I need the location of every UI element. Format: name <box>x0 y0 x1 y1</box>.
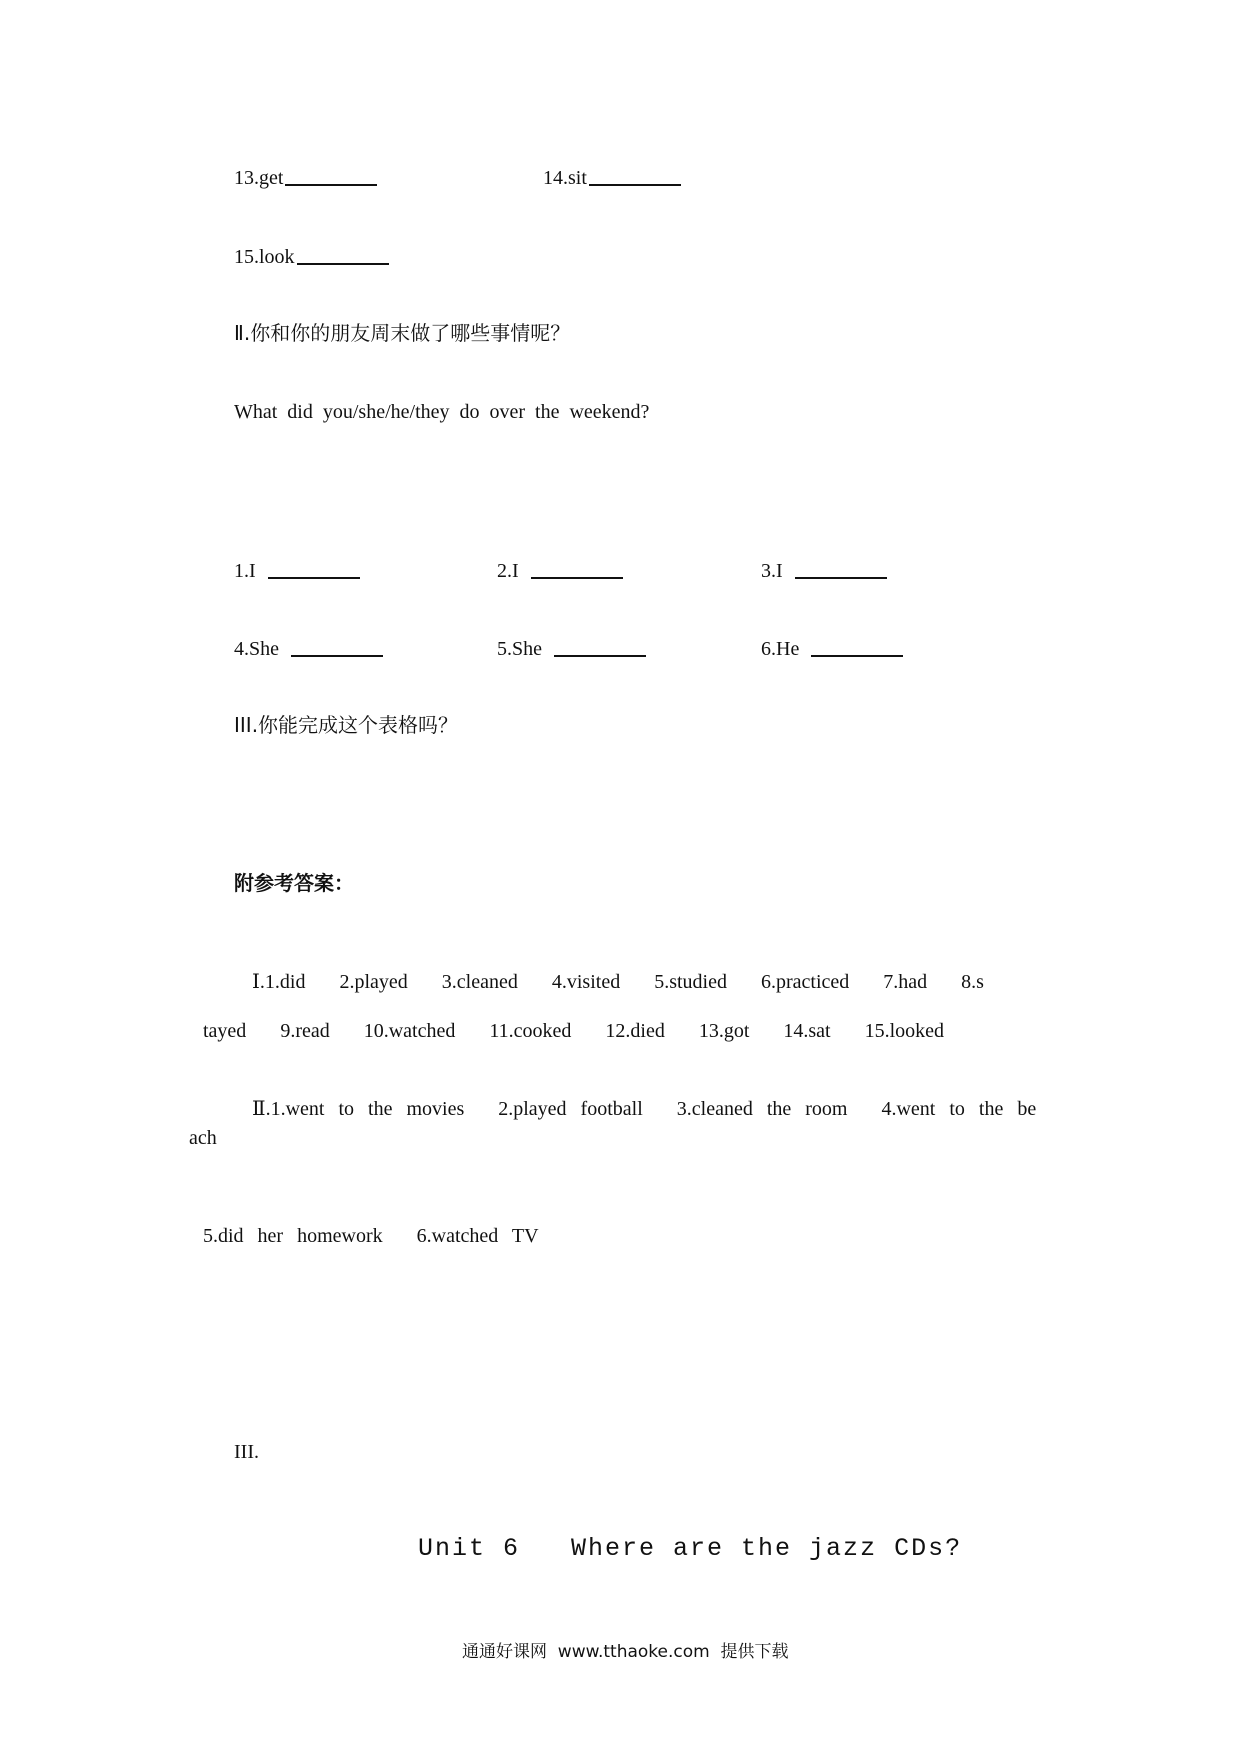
answer-item: 11.cooked <box>489 1020 572 1042</box>
weekend-item <box>761 559 887 581</box>
answer-blank[interactable] <box>291 637 383 657</box>
answer-item: 4.visited <box>551 971 621 993</box>
answer-blank[interactable] <box>285 166 377 186</box>
verb-label: 15.look <box>234 246 295 268</box>
weekend-label: 6.He <box>761 638 800 660</box>
answers-part1-line2 <box>189 1001 944 1041</box>
answer-item: 13.got <box>698 1020 750 1042</box>
answers-part2-line1 <box>238 1079 1036 1119</box>
answer-item: 10.watched <box>363 1020 456 1042</box>
answer-item: Ⅰ.1.did <box>252 971 306 993</box>
answer-blank[interactable] <box>589 166 681 186</box>
section2-heading: Ⅱ.你和你的朋友周末做了哪些事情呢？ <box>234 321 571 345</box>
answers-part2-line3 <box>189 1206 539 1246</box>
verb-item-14 <box>543 166 681 188</box>
answers-title: 附参考答案： <box>234 871 354 895</box>
answer-item: Ⅱ.1.went to the movies <box>252 1098 465 1120</box>
section2-question: What did you/she/he/they do over the weekend? <box>234 401 650 423</box>
answer-blank[interactable] <box>268 559 360 579</box>
answer-item: 3.cleaned <box>441 971 518 993</box>
verb-item-13 <box>234 166 377 188</box>
answer-item: 6.practiced <box>760 971 850 993</box>
verb-item-15 <box>234 245 389 267</box>
weekend-item <box>497 637 646 659</box>
verb-label: 14.sit <box>543 167 587 189</box>
footer-text: 通通好课网 www.tthaoke.com 提供下载 <box>462 1642 789 1662</box>
answer-blank[interactable] <box>811 637 903 657</box>
answer-item: 6.watched TV <box>416 1225 539 1247</box>
weekend-label: 4.She <box>234 638 279 660</box>
answer-item: 8.s <box>961 971 984 993</box>
unit-title: Unit 6 Where are the jazz CDs? <box>418 1534 963 1563</box>
answer-blank[interactable] <box>795 559 887 579</box>
answer-item: 3.cleaned the room <box>676 1098 848 1120</box>
answer-item: 5.did her homework <box>203 1225 383 1247</box>
answer-item: 2.played football <box>498 1098 643 1120</box>
answer-blank[interactable] <box>554 637 646 657</box>
section3-heading: III.你能完成这个表格吗？ <box>234 713 459 737</box>
weekend-item <box>234 559 360 581</box>
answer-item: 2.played <box>339 971 408 993</box>
answer-blank[interactable] <box>297 245 389 265</box>
weekend-item <box>761 637 903 659</box>
verb-label: 13.get <box>234 167 284 189</box>
answer-item: 15.looked <box>864 1020 945 1042</box>
answer-item: 4.went to the be <box>881 1098 1037 1120</box>
answer-blank[interactable] <box>531 559 623 579</box>
answer-item: tayed <box>203 1020 247 1042</box>
weekend-item <box>497 559 623 581</box>
answer-item: 12.died <box>605 1020 665 1042</box>
weekend-label: 5.She <box>497 638 542 660</box>
answers-part1-line1 <box>238 952 984 992</box>
answers-part2-line2: ach <box>189 1127 217 1149</box>
weekend-item <box>234 637 383 659</box>
answer-item: 5.studied <box>654 971 727 993</box>
answer-item: 9.read <box>280 1020 330 1042</box>
answers-part3: III. <box>234 1441 259 1463</box>
weekend-label: 3.I <box>761 560 783 582</box>
weekend-label: 2.I <box>497 560 519 582</box>
weekend-label: 1.I <box>234 560 256 582</box>
answer-item: 14.sat <box>783 1020 831 1042</box>
answer-item: 7.had <box>883 971 928 993</box>
